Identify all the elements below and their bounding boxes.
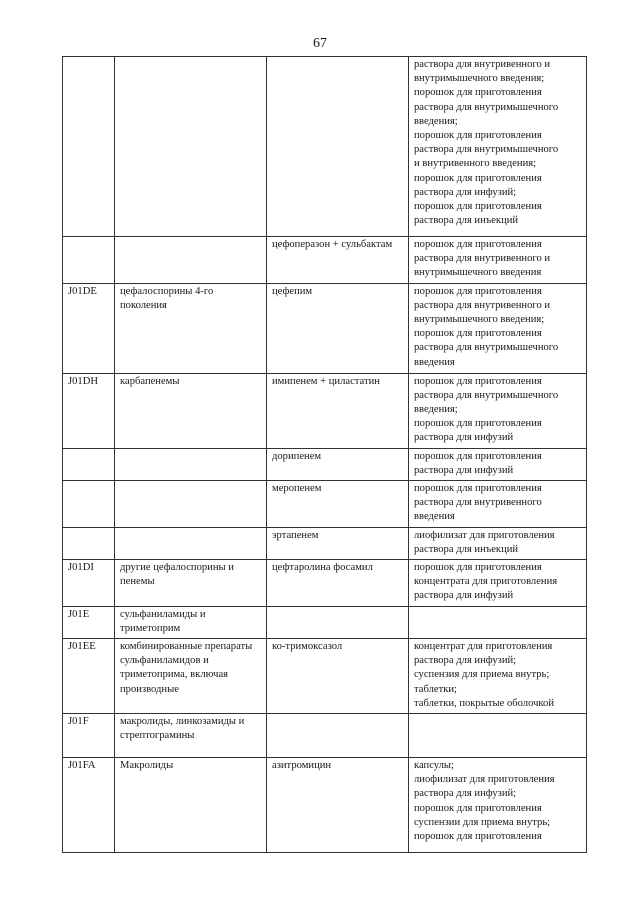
dosage-form-line: внутримышечного введения [414,267,542,279]
dosage-forms-cell [409,714,587,758]
table-row [63,237,587,284]
dosage-forms-cell [409,481,587,528]
dosage-form-line: раствора для внутривенного [414,497,542,509]
dosage-form-line: порошок для приготовления [414,418,542,430]
atc-code-cell [63,527,115,559]
drug-name-cell [267,57,409,237]
dosage-forms-cell [409,560,587,607]
dosage-form-line: суспензии для приема внутрь; [414,816,551,828]
drug-name-cell: имипенем + циластатин [267,373,409,448]
dosage-form-line: концентрат для приготовления [414,641,553,653]
dosage-form-line: раствора для внутривенного и [414,299,551,311]
drug-name-cell: цефоперазон + сульбактам [267,237,409,284]
dosage-form-line: порошок для приготовления [414,328,542,340]
group-name-cell [115,57,267,237]
table-row [63,527,587,559]
drug-name-cell: ко-тримоксазол [267,639,409,714]
drug-name-cell: цефтаролина фосамил [267,560,409,607]
dosage-form-line: раствора для инъекций [414,543,519,555]
table-row [63,560,587,607]
atc-code-cell: J01DH [63,373,115,448]
table-row [63,758,587,853]
dosage-form-line: концентрата для приготовления [414,576,558,588]
dosage-form-line: порошок для приготовления [414,562,542,574]
dosage-form-line: порошок для приготовления [414,239,542,250]
atc-code-cell: J01DE [63,283,115,373]
drug-name-cell [267,606,409,638]
dosage-form-line: раствора для инфузий; [414,186,517,198]
dosage-forms-cell [409,639,587,714]
dosage-forms-cell [409,373,587,448]
dosage-form-line: порошок для приготовления [414,130,542,142]
group-name-cell: комбинированные препараты сульфаниламидов и триметоприма, включая производные [115,639,267,714]
dosage-form-line: таблетки; [414,683,457,695]
atc-code-cell: J01FA [63,758,115,853]
dosage-form-line: раствора для внутримышечного [414,342,559,354]
atc-code-cell [63,237,115,284]
dosage-form-line: раствора для инъекций [414,215,519,227]
dosage-forms-cell [409,527,587,559]
table-row [63,714,587,758]
dosage-form-line: порошок для приготовления [414,483,542,495]
dosage-forms-cell [409,758,587,853]
dosage-form-line: порошок для приготовления [414,831,542,843]
dosage-form-line: раствора для инфузий; [414,655,517,667]
atc-code-cell [63,481,115,528]
dosage-form-line: внутримышечного введения; [414,314,545,326]
dosage-form-line: раствора для внутримышечного [414,144,559,156]
atc-code-cell: J01F [63,714,115,758]
drug-name-cell: дорипенем [267,448,409,480]
dosage-form-line: суспензия для приема внутрь; [414,669,550,681]
table-row [63,57,587,237]
dosage-form-line: лиофилизат для приготовления [414,529,555,541]
dosage-form-line: введения [414,356,455,368]
dosage-form-line: введения; [414,115,458,127]
table-row [63,606,587,638]
drug-table [62,56,587,853]
dosage-form-line: порошок для приготовления [414,802,542,814]
table-row [63,448,587,480]
dosage-form-line: лиофилизат для приготовления [414,774,555,786]
dosage-form-line: введения; [414,404,458,416]
dosage-forms-cell [409,57,587,237]
table-row [63,373,587,448]
drug-name-cell: эртапенем [267,527,409,559]
atc-code-cell: J01EE [63,639,115,714]
table-row [63,481,587,528]
dosage-forms-cell [409,283,587,373]
dosage-form-line: введения [414,511,455,523]
dosage-form-line: порошок для приготовления [414,285,542,297]
drug-name-cell: меропенем [267,481,409,528]
atc-code-cell [63,57,115,237]
dosage-form-line: капсулы; [414,760,454,772]
group-name-cell: другие цефалоспорины и пенемы [115,560,267,607]
dosage-form-line: порошок для приготовления [414,172,542,184]
dosage-form-line: раствора для внутримышечного [414,101,559,113]
dosage-forms-cell [409,606,587,638]
atc-code-cell: J01E [63,606,115,638]
group-name-cell: цефалоспорины 4-го поколения [115,283,267,373]
dosage-form-line: раствора для инфузий [414,464,514,476]
dosage-form-line: таблетки, покрытые оболочкой [414,697,554,709]
dosage-form-line: раствора для инфузий [414,432,514,444]
group-name-cell [115,237,267,284]
dosage-form-line: порошок для приготовления [414,450,542,462]
dosage-form-line: раствора для внутривенного и [414,253,551,265]
atc-code-cell [63,448,115,480]
dosage-form-line: раствора для внутримышечного [414,389,559,401]
table-row [63,639,587,714]
dosage-form-line: раствора для инфузий [414,590,514,602]
dosage-form-line: порошок для приготовления [414,201,542,213]
dosage-form-line: и внутривенного введения; [414,158,537,170]
dosage-form-line: внутримышечного введения; [414,73,545,85]
drug-table-body [63,57,587,853]
dosage-form-line: раствора для внутривенного и [414,59,551,70]
group-name-cell: сульфаниламиды и триметоприм [115,606,267,638]
dosage-form-line: порошок для приготовления [414,375,542,387]
dosage-forms-cell [409,237,587,284]
drug-name-cell: азитромицин [267,758,409,853]
dosage-form-line: раствора для инфузий; [414,788,517,800]
page-number: 67 [313,36,327,51]
table-row [63,283,587,373]
dosage-form-line: порошок для приготовления [414,87,542,99]
atc-code-cell: J01DI [63,560,115,607]
group-name-cell: макролиды, линкозамиды и стрептограмины [115,714,267,758]
drug-name-cell: цефепим [267,283,409,373]
drug-name-cell [267,714,409,758]
group-name-cell [115,448,267,480]
dosage-forms-cell [409,448,587,480]
group-name-cell [115,527,267,559]
group-name-cell: Макролиды [115,758,267,853]
group-name-cell: карбапенемы [115,373,267,448]
group-name-cell [115,481,267,528]
